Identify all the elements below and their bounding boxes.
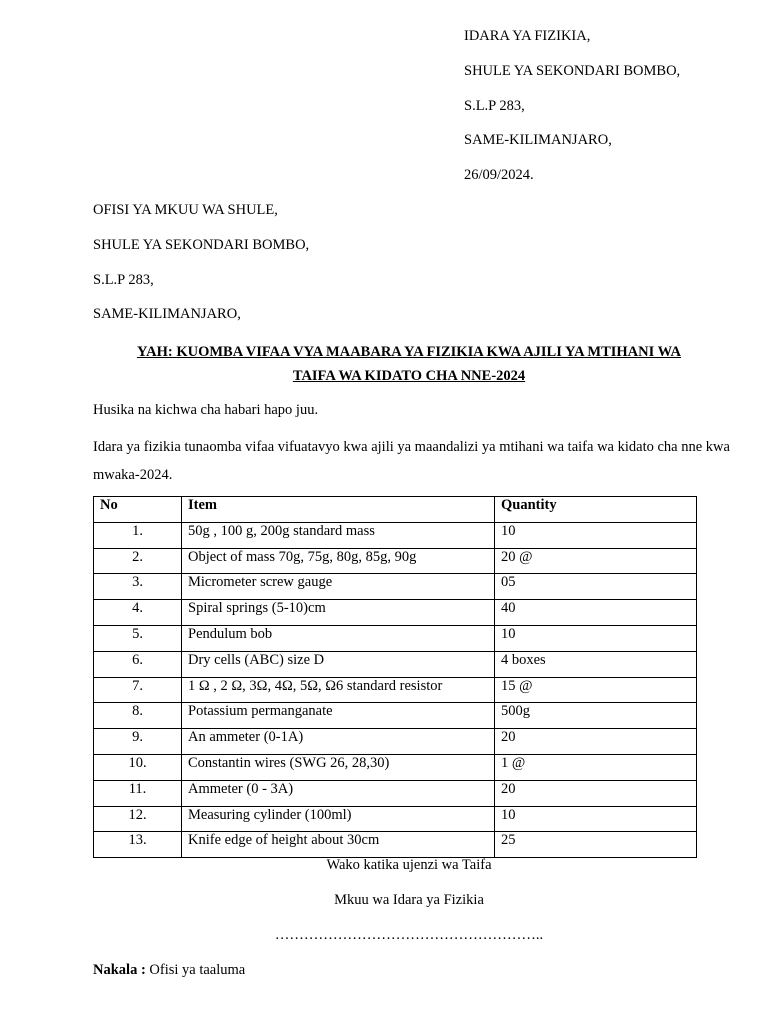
- table-row: [94, 729, 697, 755]
- request-paragraph: Idara ya fizikia tunaomba vifaa vifuatavyo kwa ajili ya maandalizi ya mtihani wa taifa wa kidato cha nne kwa mwaka-2024.: [93, 439, 730, 483]
- row-item: An ammeter (0-1A): [182, 729, 495, 755]
- row-quantity: 10: [495, 522, 697, 548]
- row-number: 6.: [94, 651, 182, 677]
- row-item: Ammeter (0 - 3A): [182, 780, 495, 806]
- row-quantity: 20: [495, 729, 697, 755]
- row-quantity: 20: [495, 780, 697, 806]
- row-quantity: 10: [495, 806, 697, 832]
- row-number: 8.: [94, 703, 182, 729]
- row-number: 3.: [94, 574, 182, 600]
- row-number: 2.: [94, 548, 182, 574]
- recipient-line-office: OFISI YA MKUU WA SHULE,: [93, 202, 278, 218]
- table-header-row: [94, 497, 697, 523]
- subject-line-2: TAIFA WA KIDATO CHA NNE-2024: [292, 368, 526, 384]
- copy-to-label: Nakala :: [93, 962, 146, 978]
- sender-line-po-box: S.L.P 283,: [464, 97, 525, 114]
- signature-line: ………………………………………………..: [274, 927, 544, 943]
- row-item: Object of mass 70g, 75g, 80g, 85g, 90g: [182, 548, 495, 574]
- row-number: 5.: [94, 625, 182, 651]
- sender-line-department: IDARA YA FIZIKIA,: [464, 28, 591, 44]
- row-item: Potassium permanganate: [182, 703, 495, 729]
- row-quantity: 4 boxes: [495, 651, 697, 677]
- row-quantity: 10: [495, 625, 697, 651]
- row-number: 12.: [94, 806, 182, 832]
- table-row: [94, 703, 697, 729]
- copy-to-value: Ofisi ya taaluma: [145, 962, 246, 978]
- table-body: [94, 522, 697, 857]
- row-number: 10.: [94, 754, 182, 780]
- row-number: 4.: [94, 600, 182, 626]
- sender-line-school: SHULE YA SEKONDARI BOMBO,: [464, 62, 681, 79]
- table-row: [94, 600, 697, 626]
- row-quantity: 500g: [495, 703, 697, 729]
- copy-to: [93, 961, 245, 979]
- letter-subject: [93, 340, 725, 388]
- table-row: [94, 548, 697, 574]
- row-item: Pendulum bob: [182, 625, 495, 651]
- row-quantity: 20 @: [495, 548, 697, 574]
- intro-paragraph: Husika na kichwa cha habari hapo juu.: [93, 402, 319, 418]
- table-row: [94, 780, 697, 806]
- table-row: [94, 574, 697, 600]
- equipment-table: [93, 496, 697, 858]
- table-row: [94, 625, 697, 651]
- row-number: 13.: [94, 832, 182, 858]
- row-item: Constantin wires (SWG 26, 28,30): [182, 754, 495, 780]
- recipient-line-location: SAME-KILIMANJARO,: [93, 306, 241, 323]
- subject-line-1: YAH: KUOMBA VIFAA VYA MAABARA YA FIZIKIA KWA AJILI YA MTIHANI WA: [136, 344, 681, 360]
- row-item: Micrometer screw gauge: [182, 574, 495, 600]
- table-row: [94, 522, 697, 548]
- row-quantity: 05: [495, 574, 697, 600]
- row-item: Knife edge of height about 30cm: [182, 832, 495, 858]
- table-row: [94, 832, 697, 858]
- letter-date: 26/09/2024.: [464, 167, 534, 184]
- row-quantity: 25: [495, 832, 697, 858]
- row-quantity: 40: [495, 600, 697, 626]
- recipient-line-school: SHULE YA SEKONDARI BOMBO,: [93, 236, 310, 253]
- row-item: 1 Ω , 2 Ω, 3Ω, 4Ω, 5Ω, Ω6 standard resistor: [182, 677, 495, 703]
- letter-closing: [93, 856, 725, 944]
- recipient-address: [93, 201, 309, 340]
- row-quantity: 1 @: [495, 754, 697, 780]
- table-row: [94, 806, 697, 832]
- row-item: Measuring cylinder (100ml): [182, 806, 495, 832]
- header-item: Item: [182, 497, 495, 523]
- row-number: 9.: [94, 729, 182, 755]
- row-quantity: 15 @: [495, 677, 697, 703]
- table-row: [94, 677, 697, 703]
- closing-title: Mkuu wa Idara ya Fizikia: [334, 892, 484, 908]
- header-no: No: [94, 497, 182, 523]
- recipient-line-po-box: S.L.P 283,: [93, 271, 154, 288]
- row-number: 11.: [94, 780, 182, 806]
- table-row: [94, 754, 697, 780]
- row-item: Spiral springs (5-10)cm: [182, 600, 495, 626]
- row-item: Dry cells (ABC) size D: [182, 651, 495, 677]
- row-item: 50g , 100 g, 200g standard mass: [182, 522, 495, 548]
- row-number: 7.: [94, 677, 182, 703]
- closing-salutation: Wako katika ujenzi wa Taifa: [326, 857, 492, 873]
- header-quantity: Quantity: [495, 497, 697, 523]
- sender-address: [464, 27, 680, 201]
- sender-line-location: SAME-KILIMANJARO,: [464, 132, 612, 149]
- row-number: 1.: [94, 522, 182, 548]
- table-row: [94, 651, 697, 677]
